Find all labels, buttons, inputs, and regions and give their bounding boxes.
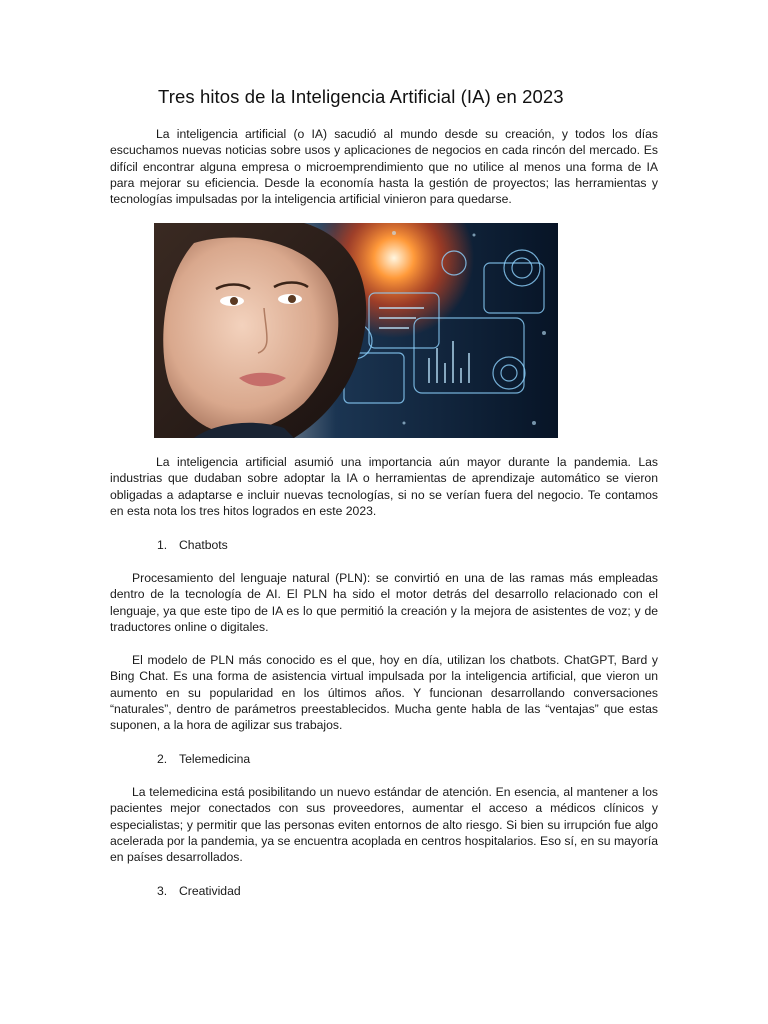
telemedicina-paragraph: La telemedicina está posibilitando un nuevo estándar de atención. En esencia, al mantener a los pacientes mejor conectados con sus proveedores, aumentar el acceso a médicos clínicos y especialistas; y permitir que las personas eviten entornos de alto riesgo. Si bien su irrupción fue algo acelerada por la pandemia, ya se encuentra acoplada en centros hospitalarios. Eso sí, en su mayoría en países desarrollados. — [110, 785, 658, 865]
list-item-telemedicina — [157, 751, 250, 767]
list-item-chatbots — [157, 537, 228, 553]
intro-paragraph: La inteligencia artificial (o IA) sacudió al mundo desde su creación, y todos los días escuchamos nuevas noticias sobre usos y aplicaciones de negocios en cada rincón del mercado. Es difícil encontrar alguna empresa o microemprendimiento que no utilice al menos una forma de IA para mejorar su eficiencia. Desde la economía hasta la gestión de proyectos; las herramientas y tecnologías impulsadas por la inteligencia artificial vinieron para quedarse. — [110, 127, 658, 207]
list-number: 2. — [157, 752, 168, 766]
list-label: Telemedicina — [179, 752, 251, 766]
document-title: Tres hitos de la Inteligencia Artificial (IA) en 2023 — [158, 86, 564, 107]
list-number: 1. — [157, 538, 168, 552]
list-label: Chatbots — [179, 538, 228, 552]
pln-paragraph: Procesamiento del lenguaje natural (PLN): se convirtió en una de las ramas más empleadas dentro de la tecnología de AI. El PLN ha sido el motor detrás del desarrollo relacionado con el lenguaje, ya que este tipo de IA es lo que permitió la creación y la mejora de asistentes de voz; y de traductores online o digitales. — [110, 571, 658, 634]
list-number: 3. — [157, 884, 168, 898]
list-item-creatividad — [157, 883, 241, 899]
pandemic-paragraph: La inteligencia artificial asumió una importancia aún mayor durante la pandemia. Las industrias que dudaban sobre adoptar la IA o herramientas de aprendizaje automático se vieron obligadas a adaptarse e incluir nuevas tecnologías, si no se verían fuera del negocio. Te contamos en esta nota los tres hitos logrados en este 2023. — [110, 455, 658, 518]
chatbots-paragraph: El modelo de PLN más conocido es el que, hoy en día, utilizan los chatbots. ChatGPT, Bard y Bing Chat. Es una forma de asistencia virtual impulsada por la inteligencia artificial, que vieron un aumento en su popularidad en los últimos años. Y funcionan desarrollando conversaciones “naturales”, dentro de parámetros preestablecidos. Mucha gente habla de las “ventajas” que estas suponen, a la hora de agilizar sus trabajos. — [110, 653, 658, 733]
ai-woman-hologram-image — [154, 223, 558, 438]
list-label: Creatividad — [179, 884, 241, 898]
